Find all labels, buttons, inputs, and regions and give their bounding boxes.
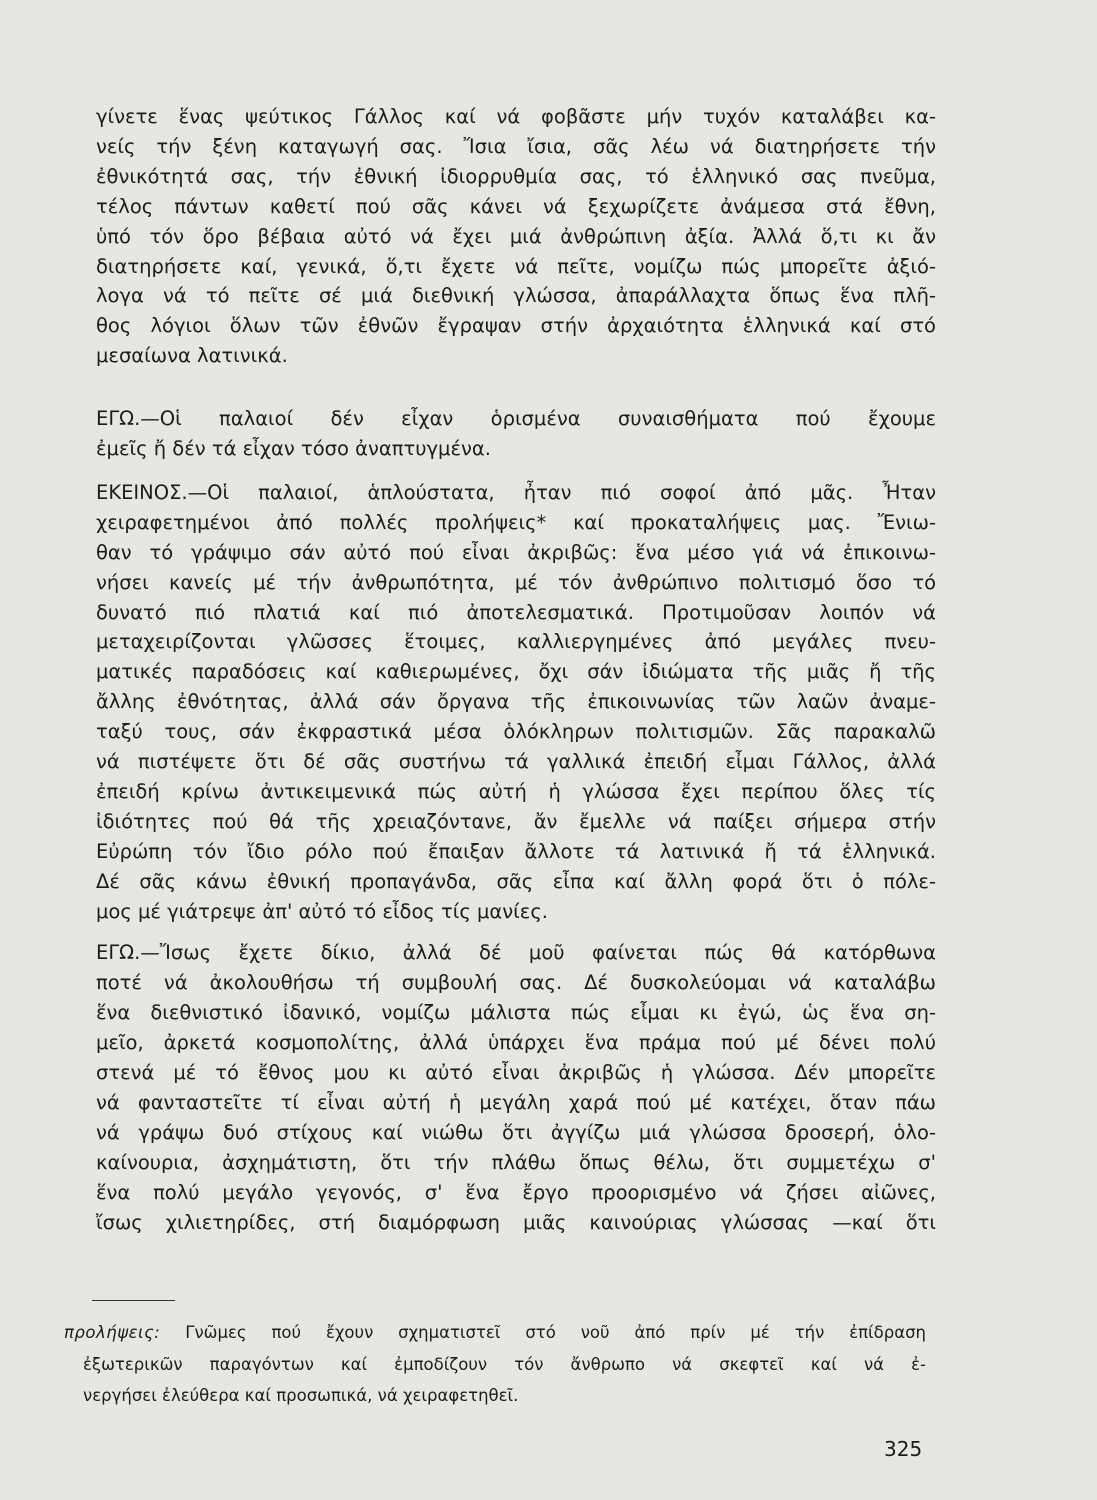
text-line: γίνετε ἕνας ψεύτικος Γάλλος καί νά φοβᾶστε μήν τυχόν καταλάβει κα- bbox=[96, 105, 936, 128]
text-line: ἕνα πολύ μεγάλο γεγονός, σ' ἕνα ἔργο προορισμένο νά ζήσει αἰῶνες, bbox=[96, 1180, 936, 1204]
text-line: ματικές παραδόσεις καί καθιερωμένες, ὄχι σάν ἰδιώματα τῆς μιᾶς ἤ τῆς bbox=[96, 660, 936, 684]
text-line: ΕΓΩ.—Οἱ παλαιοί δέν εἶχαν ὁρισμένα συναισθήματα πού ἔχουμε bbox=[96, 407, 936, 431]
text-line: ἐθνικότητά σας, τήν ἐθνική ἰδιορρυθμία σας, τό ἑλληνικό σας πνεῦμα, bbox=[96, 164, 936, 188]
footnote-divider bbox=[92, 1300, 175, 1301]
text-line: ἴσως χιλιετηρίδες, στή διαμόρφωση μιᾶς καινούριας γλώσσας —καί ὅτι bbox=[96, 1210, 936, 1234]
text-line: ἕνα διεθνιστικό ἰδανικό, νομίζω μάλιστα πώς εἶμαι κι ἐγώ, ὡς ἕνα ση- bbox=[96, 1001, 936, 1025]
text-line: Δέ σᾶς κάνω ἐθνική προπαγάνδα, σᾶς εἶπα καί ἄλλη φορά ὅτι ὁ πόλε- bbox=[96, 869, 936, 893]
text-line: Εὐρώπη τόν ἴδιο ρόλο πού ἔπαιξαν ἄλλοτε τά λατινικά ἤ τά ἑλληνικά. bbox=[96, 839, 936, 863]
footnote-line: νεργήσει ἐλεύθερα καί προσωπικά, νά χειραφετηθεῖ. bbox=[83, 1386, 519, 1405]
text-line: τέλος πάντων καθετί πού σᾶς κάνει νά ξεχωρίζετε ἀνάμεσα στά ἔθνη, bbox=[96, 194, 936, 218]
text-line: ὑπό τόν ὅρο βέβαια αὐτό νά ἔχει μιά ἀνθρώπινη ἀξία. Ἀλλά ὅ,τι κι ἄν bbox=[96, 224, 936, 248]
text-line: λογα νά τό πεῖτε σέ μιά διεθνική γλώσσα, ἀπαράλλαχτα ὅπως ἕνα πλῆ- bbox=[96, 284, 936, 308]
text-line: νά φανταστεῖτε τί εἶναι αὐτή ἡ μεγάλη χαρά πού μέ κατέχει, ὅταν πάω bbox=[96, 1090, 936, 1114]
text-line: στενά μέ τό ἔθνος μου κι αὐτό εἶναι ἀκριβῶς ἡ γλώσσα. Δέν μπορεῖτε bbox=[96, 1061, 936, 1084]
page-number: 325 bbox=[884, 1437, 923, 1461]
text-line: χειραφετημένοι ἀπό πολλές προλήψεις* καί προκαταλήψεις μας. Ἔνιω- bbox=[96, 510, 936, 534]
text-line: μεταχειρίζονται γλῶσσες ἕτοιμες, καλλιεργημένες ἀπό μεγάλες πνευ- bbox=[96, 630, 936, 654]
text-line: νά πιστέψετε ὅτι δέ σᾶς συστήνω τά γαλλικά ἐπειδή εἶμαι Γάλλος, ἀλλά bbox=[96, 750, 936, 773]
text-line: νά γράψω δυό στίχους καί νιώθω ὅτι ἀγγίζω μιά γλώσσα δροσερή, ὁλο- bbox=[96, 1120, 936, 1144]
text-line: ταξύ τους, σάν ἐκφραστικά μέσα ὁλόκληρων πολιτισμῶν. Σᾶς παρακαλῶ bbox=[96, 720, 936, 744]
text-line: μεσαίωνα λατινικά. bbox=[96, 344, 288, 368]
text-line: ΕΚΕΙΝΟΣ.—Οἱ παλαιοί, ἁπλούστατα, ἦταν πιό σοφοί ἀπό μᾶς. Ἦταν bbox=[96, 480, 936, 504]
text-line: ἄλλης ἐθνότητας, ἀλλά σάν ὄργανα τῆς ἐπικοινωνίας τῶν λαῶν ἀναμε- bbox=[96, 690, 936, 714]
text-line: μος μέ γιάτρεψε ἀπ' αὐτό τό εἶδος τίς μανίες. bbox=[96, 899, 548, 923]
text-line: ΕΓΩ.—Ἴσως ἔχετε δίκιο, ἀλλά δέ μοῦ φαίνεται πώς θά κατόρθωνα bbox=[96, 941, 936, 965]
text-line: δυνατό πιό πλατιά καί πιό ἀποτελεσματικά. Προτιμοῦσαν λοιπόν νά bbox=[96, 600, 936, 624]
footnote-term: προλήψεις: bbox=[64, 1323, 161, 1342]
footnote-line bbox=[64, 1319, 926, 1347]
text-line: καίνουρια, ἀσχημάτιστη, ὅτι τήν πλάθω ὅπως θέλω, ὅτι συμμετέχω σ' bbox=[96, 1150, 936, 1174]
footnote-line: ἐξωτερικῶν παραγόντων καί ἐμποδίζουν τόν ἄνθρωπο νά σκεφτεῖ καί νά ἐ- bbox=[83, 1355, 926, 1374]
text-line: ἐμεῖς ἤ δέν τά εἶχαν τόσο ἀναπτυγμένα. bbox=[96, 437, 491, 460]
text-line: θος λόγιοι ὅλων τῶν ἐθνῶν ἔγραψαν στήν ἀρχαιότητα ἑλληνικά καί στό bbox=[96, 314, 936, 338]
text-line: ἐπειδή κρίνω ἀντικειμενικά πώς αὐτή ἡ γλώσσα ἔχει περίπου ὅλες τίς bbox=[96, 779, 936, 803]
footnote-text: Γνῶμες πού ἔχουν σχηματιστεῖ στό νοῦ ἀπό πρίν μέ τήν ἐπίδραση bbox=[185, 1323, 926, 1342]
text-line: θαν τό γράψιμο σάν αὐτό πού εἶναι ἀκριβῶς: ἕνα μέσο γιά νά ἐπικοινω- bbox=[96, 540, 936, 564]
text-line: μεῖο, ἀρκετά κοσμοπολίτης, ἀλλά ὑπάρχει ἕνα πράμα πού μέ δένει πολύ bbox=[96, 1031, 936, 1055]
text-line: ἰδιότητες πού θά τῆς χρειαζόντανε, ἄν ἔμελλε νά παίξει σήμερα στήν bbox=[96, 809, 936, 833]
text-line: ποτέ νά ἀκολουθήσω τή συμβουλή σας. Δέ δυσκολεύομαι νά καταλάβω bbox=[96, 971, 936, 995]
text-line: νήσει κανείς μέ τήν ἀνθρωπότητα, μέ τόν ἀνθρώπινο πολιτισμό ὅσο τό bbox=[96, 570, 936, 594]
text-line: διατηρήσετε καί, γενικά, ὅ,τι ἔχετε νά πεῖτε, νομίζω πώς μπορεῖτε ἀξιό- bbox=[96, 254, 936, 278]
text-line: νείς τήν ξένη καταγωγή σας. Ἴσια ἴσια, σᾶς λέω νά διατηρήσετε τήν bbox=[96, 134, 936, 158]
